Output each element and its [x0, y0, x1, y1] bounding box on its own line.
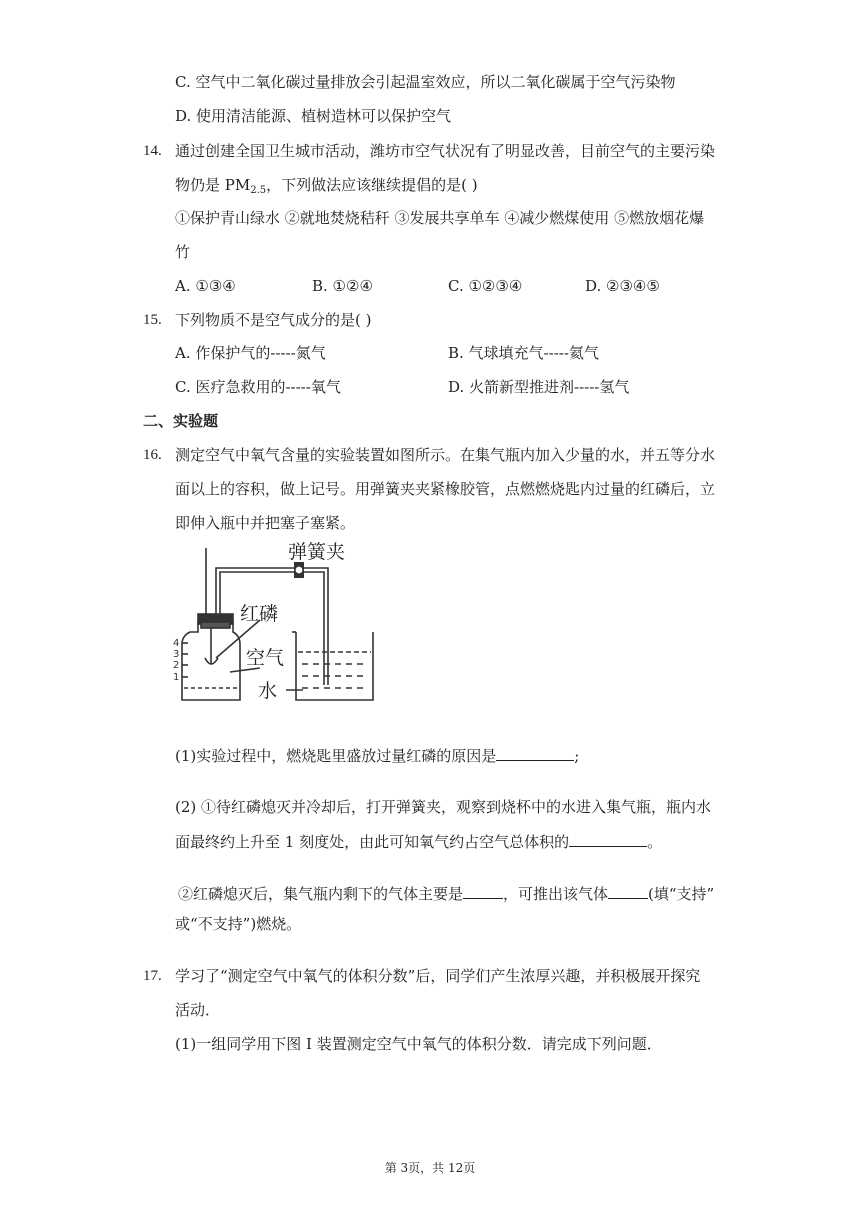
- label-red-phosphorus: 红磷: [240, 603, 279, 625]
- scale-mark-3: 3: [173, 649, 180, 660]
- q14-number: 14.: [143, 143, 162, 159]
- spring-clamp-icon: [294, 562, 304, 578]
- scale-mark-1: 1: [173, 672, 180, 683]
- q17-number: 17.: [143, 968, 162, 984]
- q15-number: 15.: [143, 312, 162, 328]
- q16-stem-line3: 即伸入瓶中并把塞子塞紧。: [175, 514, 356, 532]
- answer-blank[interactable]: [463, 883, 503, 899]
- label-water: 水: [258, 680, 278, 702]
- q16-sub2b-line2: 或“不支持”)燃烧。: [175, 915, 302, 933]
- q14-items-line1: ①保护青山绿水 ②就地焚烧秸秆 ③发展共享单车 ④减少燃煤使用 ⑤燃放烟花爆: [175, 209, 705, 227]
- q14-stem-line2: 物仍是 $PM_{2.5}$，下列做法应该继续提倡的是( ): [175, 176, 478, 196]
- q16-sub1: (1)实验过程中，燃烧匙里盛放过量红磷的原因是 ;: [175, 747, 580, 765]
- q16-number: 16.: [143, 447, 162, 463]
- q13-option-c: C. 空气中二氧化碳过量排放会引起温室效应，所以二氧化碳属于空气污染物: [175, 73, 676, 91]
- q17-stem-line1: 学习了“测定空气中氧气的体积分数”后，同学们产生浓厚兴趣，并积极展开探究: [175, 967, 701, 985]
- section-title: 二、实验题: [143, 412, 219, 430]
- answer-blank[interactable]: [569, 831, 647, 847]
- q14-option-a: A. ①③④: [175, 277, 236, 295]
- q16-sub2b-line1: ②红磷熄灭后，集气瓶内剩下的气体主要是 ，可推出该气体 (填“支持”: [178, 885, 715, 903]
- answer-blank[interactable]: [496, 745, 574, 761]
- scale-mark-2: 2: [173, 660, 180, 671]
- q14-option-b: B. ①②④: [312, 277, 373, 295]
- q17-sub1: (1)一组同学用下图 I 装置测定空气中氧气的体积分数．请完成下列问题．: [175, 1035, 662, 1053]
- q15-stem: 下列物质不是空气成分的是( ): [175, 311, 372, 329]
- q17-stem-line2: 活动．: [175, 1001, 221, 1019]
- q14-items-line2: 竹: [175, 243, 191, 261]
- q14-option-c: C. ①②③④: [448, 277, 523, 295]
- q14-option-d: D. ②③④⑤: [585, 277, 660, 295]
- q15-option-c: C. 医疗急救用的-----氧气: [175, 378, 341, 396]
- page-footer: 第 3页，共 12页: [384, 1161, 476, 1175]
- q16-stem-line2: 面以上的容积，做上记号。用弹簧夹夹紧橡胶管，点燃燃烧匙内过量的红磷后，立: [175, 480, 716, 498]
- q16-sub2-line1: (2) ①待红磷熄灭并冷却后，打开弹簧夹，观察到烧杯中的水进入集气瓶，瓶内水: [175, 798, 712, 816]
- q16-stem-line1: 测定空气中氧气含量的实验装置如图所示。在集气瓶内加入少量的水，并五等分水: [175, 446, 716, 464]
- label-spring-clamp: 弹簧夹: [288, 541, 346, 563]
- answer-blank[interactable]: [608, 883, 648, 899]
- q15-option-a: A. 作保护气的-----氮气: [175, 344, 326, 362]
- experiment-apparatus-figure: [168, 540, 383, 710]
- q16-sub2-line2: 面最终约上升至 1 刻度处，由此可知氧气约占空气总体积的 。: [175, 833, 663, 851]
- scale-mark-4: 4: [173, 638, 180, 649]
- q13-option-d: D. 使用清洁能源、植树造林可以保护空气: [175, 107, 452, 125]
- q15-option-b: B. 气球填充气-----氦气: [448, 344, 599, 362]
- q15-option-d: D. 火箭新型推进剂-----氢气: [448, 378, 630, 396]
- q14-stem-line1: 通过创建全国卫生城市活动，潍坊市空气状况有了明显改善，目前空气的主要污染: [175, 142, 716, 160]
- label-air: 空气: [246, 647, 285, 669]
